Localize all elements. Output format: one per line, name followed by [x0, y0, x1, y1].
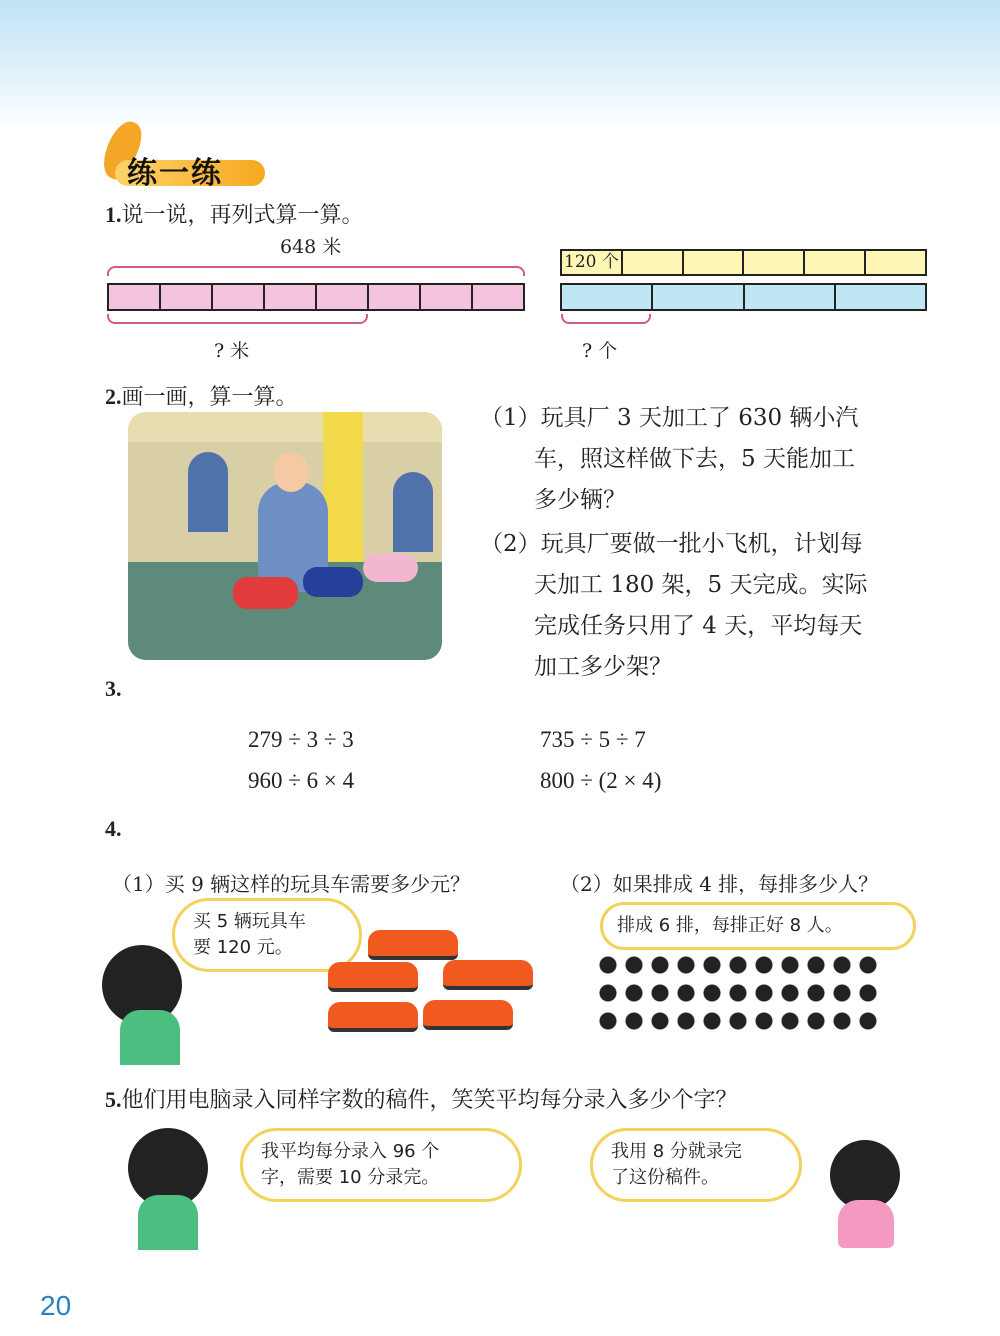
bar-segment [562, 285, 653, 309]
bubble-line: 我平均每分录入 96 个 [261, 1141, 440, 1162]
right-bottom-bar [560, 283, 927, 311]
right-top-bar [560, 249, 927, 276]
boy-shirt [138, 1195, 198, 1250]
toy-car [423, 1000, 513, 1030]
left-segment-bar [107, 283, 525, 311]
q4-number: 4. [105, 816, 122, 841]
right-bottom-brace [561, 314, 651, 324]
speech-bubble-girl [590, 1128, 802, 1202]
q5-text: 他们用电脑录入同样字数的稿件，笑笑平均每分录入多少个字？ [121, 1088, 738, 1113]
page-number: 20 [40, 1290, 72, 1321]
q5-heading [105, 1083, 738, 1114]
bubble-line: 字，需要 10 分录完。 [261, 1167, 440, 1188]
children-crowd-illustration [598, 955, 883, 1040]
right-unknown-label: ? 个 [582, 340, 618, 362]
q4-heading [105, 816, 122, 842]
bar-segment [265, 285, 317, 309]
bubble-line: 买 5 辆玩具车 [193, 911, 306, 932]
bar-segment [653, 285, 744, 309]
q2-part2 [480, 524, 930, 688]
q3-heading [105, 676, 122, 702]
bar-segment [317, 285, 369, 309]
q2-number: 2. [105, 384, 122, 409]
q1-heading [105, 198, 364, 229]
bar-segment [109, 285, 161, 309]
bar-segment [473, 285, 523, 309]
q2-p2-line: 完成任务只用了 4 天，平均每天 [534, 613, 863, 639]
bar-segment-label: 120 个 [562, 251, 623, 274]
toy-car [328, 962, 418, 992]
bar-segment [369, 285, 421, 309]
bubble-line: 要 120 元。 [193, 937, 293, 958]
left-top-brace [107, 266, 525, 276]
q4-sub2: （2）如果排成 4 排，每排多少人？ [560, 872, 879, 896]
q2-part1 [480, 398, 930, 521]
left-unknown-label: ? 米 [214, 340, 250, 362]
q2-p1-line: 车，照这样做下去，5 天能加工 [534, 446, 855, 472]
q4-sub1: （1）买 9 辆这样的玩具车需要多少元？ [112, 872, 471, 896]
toy-cars-illustration [328, 930, 528, 1040]
section-title: 练一练 [127, 156, 223, 191]
bar-segment [161, 285, 213, 309]
q5-number: 5. [105, 1087, 122, 1112]
toy-car [443, 960, 533, 990]
expression: 960 ÷ 6 × 4 [248, 768, 355, 793]
bar-segment [684, 251, 745, 274]
girl-dress [838, 1200, 894, 1248]
q2-heading [105, 380, 298, 411]
toy-car [368, 930, 458, 960]
q2-p2-line: （2）玩具厂要做一批小飞机，计划每 [480, 531, 863, 557]
toy-factory-illustration [128, 412, 442, 660]
expression: 735 ÷ 5 ÷ 7 [540, 727, 646, 752]
toy-car [328, 1002, 418, 1032]
bar-segment [866, 251, 925, 274]
bar-segment [805, 251, 866, 274]
left-total-label: 648 米 [280, 236, 342, 258]
bubble-line: 了这份稿件。 [611, 1167, 719, 1188]
left-bottom-brace [107, 314, 368, 324]
q3-number: 3. [105, 676, 122, 701]
sky-banner [0, 0, 1000, 130]
q2-p1-line: 多少辆？ [534, 487, 626, 513]
bar-segment [744, 251, 805, 274]
q2-text: 画一画，算一算。 [121, 385, 298, 410]
q1-number: 1. [105, 202, 122, 227]
bubble-line: 我用 8 分就录完 [611, 1141, 742, 1162]
q2-p2-line: 加工多少架？ [534, 654, 672, 680]
expression: 279 ÷ 3 ÷ 3 [248, 727, 354, 752]
bar-segment [836, 285, 925, 309]
bar-segment [213, 285, 265, 309]
boy-shirt [120, 1010, 180, 1065]
q1-text: 说一说，再列式算一算。 [121, 203, 364, 228]
q2-p1-line: （1）玩具厂 3 天加工了 630 辆小汽 [480, 405, 859, 431]
speech-bubble-boy [240, 1128, 522, 1202]
speech-bubble-rows: 排成 6 排，每排正好 8 人。 [600, 902, 916, 950]
bar-segment [421, 285, 473, 309]
bar-segment [745, 285, 836, 309]
bar-segment [623, 251, 684, 274]
section-header [105, 140, 265, 190]
q2-p2-line: 天加工 180 架，5 天完成。实际 [534, 572, 868, 598]
expression: 800 ÷ (2 × 4) [540, 768, 662, 793]
